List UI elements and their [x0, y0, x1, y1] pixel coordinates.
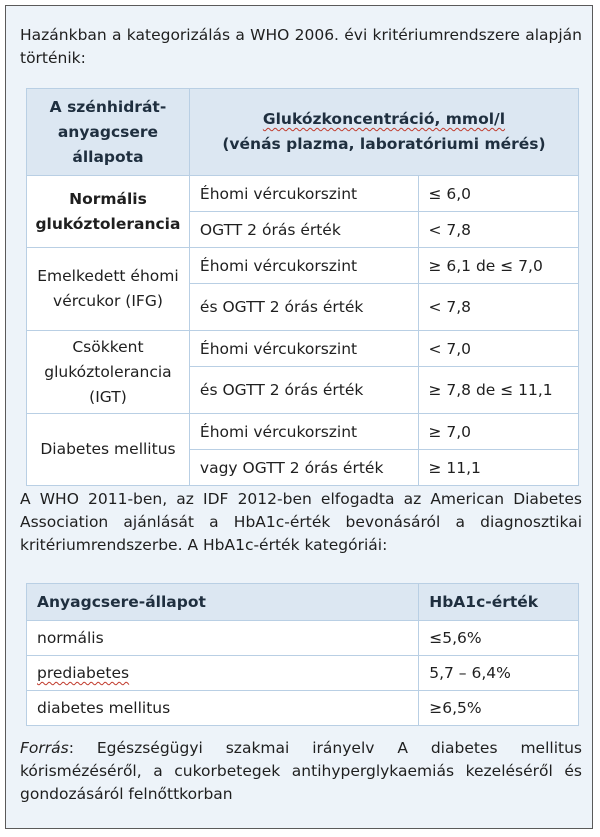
- state-cell: diabetes mellitus: [27, 691, 419, 726]
- state-cell: [27, 656, 419, 691]
- measure-cell: Éhomi vércukorszint: [189, 176, 419, 212]
- header-glucose-concentration: [189, 89, 578, 176]
- value-cell: ≥ 7,0: [419, 414, 579, 450]
- table-row: [27, 248, 579, 284]
- measure-cell: OGTT 2 órás érték: [189, 212, 419, 248]
- table-row: [27, 176, 579, 212]
- value-cell: ≤ 6,0: [419, 176, 579, 212]
- source-label: Forrás: [20, 739, 69, 757]
- table-row: [27, 414, 579, 450]
- measure-cell: vagy OGTT 2 órás érték: [189, 450, 419, 486]
- hba1c-paragraph: A WHO 2011-ben, az IDF 2012-ben elfogadta az American Diabetes Association ajánlását a HbA1c-érték bevonásáról a diagnosztikai kritériumrendszerbe. A HbA1c-érték kategóriái:: [20, 490, 582, 554]
- measure-cell: Éhomi vércukorszint: [189, 414, 419, 450]
- table-header-row: [27, 89, 579, 176]
- table-row: [27, 621, 579, 656]
- table-row: [27, 691, 579, 726]
- category-normal: Normális glukóztolerancia: [27, 176, 190, 248]
- value-cell: < 7,0: [419, 331, 579, 367]
- content-panel: [5, 5, 593, 829]
- category-ifg: Emelkedett éhomi vércukor (IFG): [27, 248, 190, 331]
- value-cell: ≥ 7,8 de ≤ 11,1: [419, 367, 579, 414]
- state-label: prediabetes: [37, 664, 130, 682]
- header-state: Anyagcsere-állapot: [27, 584, 419, 621]
- value-cell: ≥6,5%: [419, 691, 579, 726]
- measure-cell: és OGTT 2 órás érték: [189, 367, 419, 414]
- value-cell: ≥ 6,1 de ≤ 7,0: [419, 248, 579, 284]
- value-cell: ≤5,6%: [419, 621, 579, 656]
- state-cell: normális: [27, 621, 419, 656]
- value-cell: < 7,8: [419, 212, 579, 248]
- table-header-row: [27, 584, 579, 621]
- category-diabetes: Diabetes mellitus: [27, 414, 190, 486]
- intro-paragraph: Hazánkban a kategorizálás a WHO 2006. évi kritériumrendszere alapján történik:: [20, 26, 582, 67]
- glucose-criteria-table: [26, 88, 579, 486]
- measure-cell: Éhomi vércukorszint: [189, 331, 419, 367]
- hba1c-table: [26, 583, 579, 726]
- source-paragraph: [20, 737, 582, 806]
- header-line-2: (vénás plazma, laboratóriumi mérés): [222, 135, 546, 153]
- table-row: [27, 656, 579, 691]
- header-metabolic-state: A szénhidrát-anyagcsere állapota: [27, 89, 190, 176]
- measure-cell: Éhomi vércukorszint: [189, 248, 419, 284]
- header-line-1: Glukózkoncentráció, mmol/l: [262, 110, 506, 128]
- value-cell: < 7,8: [419, 284, 579, 331]
- value-cell: ≥ 11,1: [419, 450, 579, 486]
- header-hba1c: HbA1c-érték: [419, 584, 579, 621]
- measure-cell: és OGTT 2 órás érték: [189, 284, 419, 331]
- table-row: [27, 331, 579, 367]
- source-text: : Egészségügyi szakmai irányelv A diabetes mellitus kórismézéséről, a cukorbetegek antihyperglykaemiás kezeléséről és gondozásáról felnőttkorban: [20, 739, 582, 803]
- value-cell: 5,7 – 6,4%: [419, 656, 579, 691]
- category-igt: Csökkent glukóztolerancia (IGT): [27, 331, 190, 414]
